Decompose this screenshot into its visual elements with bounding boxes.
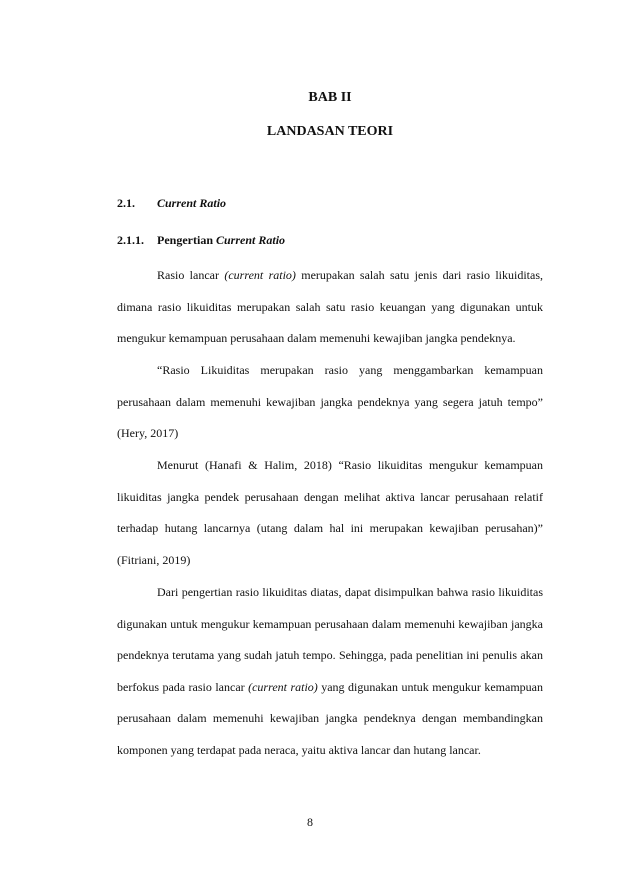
paragraph-4-a: Dari pengertian rasio likuiditas diatas, dapat disimpulkan bahwa rasio likuiditas digunakan untuk mengukur kemampuan perusahaan dalam memenuhi kewajiban jangka pendeknya terutama yang sudah jatuh tempo. Sehingga, pada penelitian ini penulis akan berfokus pada rasio lancar (117, 585, 543, 694)
section-heading (117, 196, 226, 210)
chapter-label: BAB II (308, 90, 352, 105)
paragraph-4-c: yang digunakan untuk mengukur kemampuan perusahaan dalam memenuhi kewajiban jangka pendeknya dengan membandingkan komponen yang terdapat pada neraca, yaitu aktiva lancar dan hutang lancar. (117, 679, 544, 757)
paragraph-4 (117, 577, 543, 766)
chapter-title: LANDASAN TEORI (266, 124, 394, 139)
section-title: Current Ratio (157, 196, 227, 210)
paragraph-1-a: Rasio lancar (157, 268, 225, 282)
paragraph-4-italic: (current ratio) (248, 679, 318, 694)
paragraph-1-c: merupakan salah satu jenis dari rasio likuiditas, dimana rasio likuiditas merupakan salah satu rasio keuangan yang digunakan untuk mengukur kemampuan perusahaan dalam memenuhi kewajiban jangka pendeknya. (117, 268, 543, 345)
paragraph-1 (117, 260, 543, 355)
paragraph-3: Menurut (Hanafi & Halim, 2018) “Rasio likuiditas mengukur kemampuan likuiditas jangka pendek perusahaan dengan melihat aktiva lancar perusahaan relatif terhadap hutang lancarnya (utang dalam hal ini merupakan kewajiban perusahan)” (Fitriani, 2019) (117, 458, 543, 567)
subsection-title-italic: Current Ratio (216, 233, 286, 247)
subsection-title-prefix: Pengertian (157, 233, 216, 247)
paragraph-2: “Rasio Likuiditas merupakan rasio yang menggambarkan kemampuan perusahaan dalam memenuhi kewajiban jangka pendeknya yang segera jatuh tempo” (Hery, 2017) (117, 363, 543, 440)
paragraph-1-italic: (current ratio) (224, 268, 296, 282)
section-number: 2.1. (117, 196, 135, 210)
subsection-heading (117, 233, 285, 247)
page-number: 8 (307, 815, 313, 829)
subsection-number: 2.1.1. (117, 233, 144, 247)
